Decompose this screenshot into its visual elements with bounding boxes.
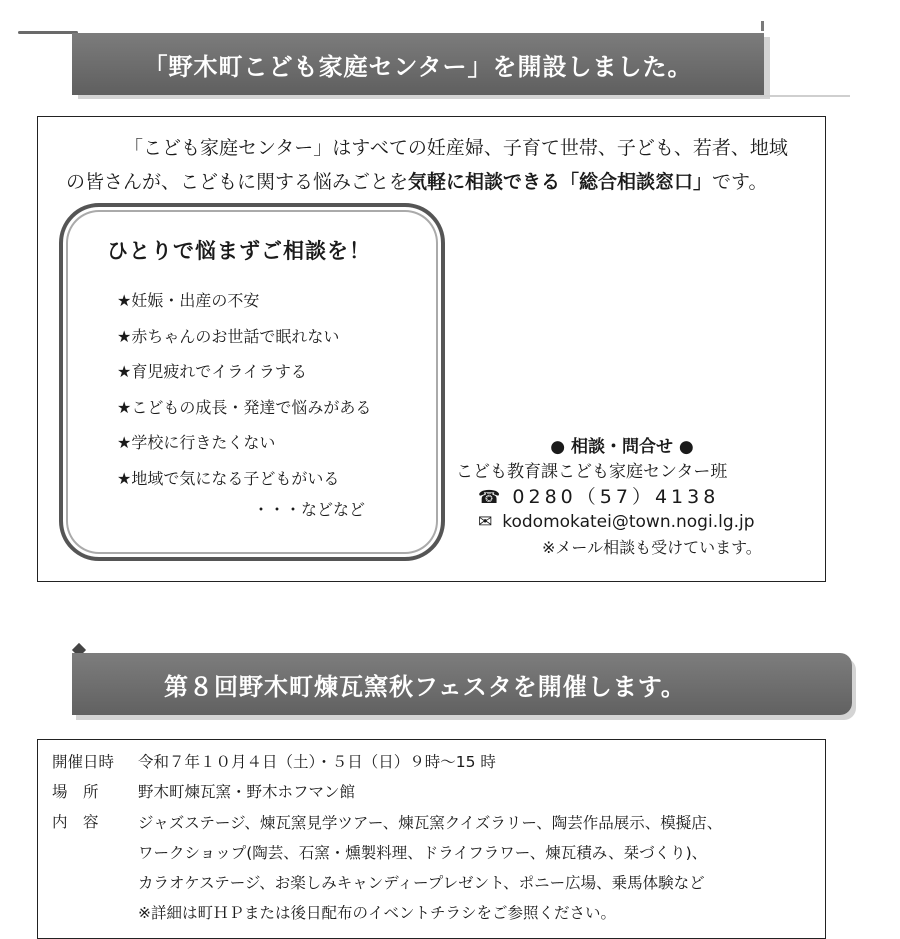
event-content-row [52,808,138,837]
event-place-row [52,778,355,807]
callout-etc: ・・・などなど [253,500,366,519]
concern-item: ★こどもの成長・発達で悩みがある [117,397,372,417]
mail-icon: ✉ [478,512,493,532]
callout-title: ひとりで悩まずご相談を！ [107,239,371,263]
content-line: ワークショップ(陶芸、石窯・燻製料理、ドライフラワー、煉瓦積み、栞づくり)、 [138,844,708,862]
content-line: ジャズステージ、煉瓦窯見学ツアー、煉瓦窯クイズラリー、陶芸作品展示、模擬店、 [138,814,723,832]
contact-block [456,435,826,560]
content-line: カラオケステージ、お楽しみキャンディープレゼント、ポニー広場、乗馬体験など [138,874,705,892]
header-accent-line [18,31,78,34]
event-date-row [52,748,496,777]
header-underline [760,95,850,97]
place-value: 野木町煉瓦窯・野木ホフマン館 [138,783,356,801]
contact-email [456,510,826,535]
email-address[interactable]: kodomokatei@town.nogi.lg.jp [502,512,755,532]
date-label: 開催日時 [52,753,115,771]
intro-line-2-bold: 気軽に相談できる「総合相談窓口」 [408,171,713,193]
intro-text [66,131,826,199]
content-line: ※詳細は町ＨＰまたは後日配布のイベントチラシをご参照ください。 [138,904,616,922]
section2-title: 第８回野木町煉瓦窯秋フェスタを開催します。 [72,653,852,715]
contact-phone [456,485,826,510]
concern-item: ★学校に行きたくない [117,433,276,452]
phone-number: 0280（57）4138 [512,486,720,508]
concern-item: ★妊娠・出産の不安 [117,291,260,310]
phone-icon: ☎ [478,487,501,508]
intro-line-2a: の皆さんが、こどもに関する悩みごとを [66,171,409,193]
intro-line-1: 「こども家庭センター」はすべての妊産婦、子育て世帯、子ども、若者、地域 [124,137,788,159]
event-content-lines [138,808,823,928]
intro-line-2c: です。 [712,171,768,193]
section1-title: 「野木町こども家庭センター」を開設しました。 [72,33,764,95]
header-corner-mark [761,21,764,31]
content-label: 内 容 [52,813,99,831]
date-value: 令和７年１０月４日（土）・５日（日）９時～15 時 [138,753,496,771]
concern-item: ★地域で気になる子どもがいる [117,468,340,488]
place-label: 場 所 [52,783,99,801]
concern-item: ★赤ちゃんのお世話で眠れない [117,326,340,346]
contact-title: ● 相談・問合せ ● [550,437,694,457]
center-info-box [37,116,826,582]
event-info-box [37,739,826,939]
concern-item: ★育児疲れでイライラする [117,362,307,381]
contact-department: こども教育課こども家庭センター班 [456,462,728,482]
consultation-callout [59,203,445,561]
contact-note: ※メール相談も受けています。 [542,538,762,557]
concern-list [117,283,371,496]
